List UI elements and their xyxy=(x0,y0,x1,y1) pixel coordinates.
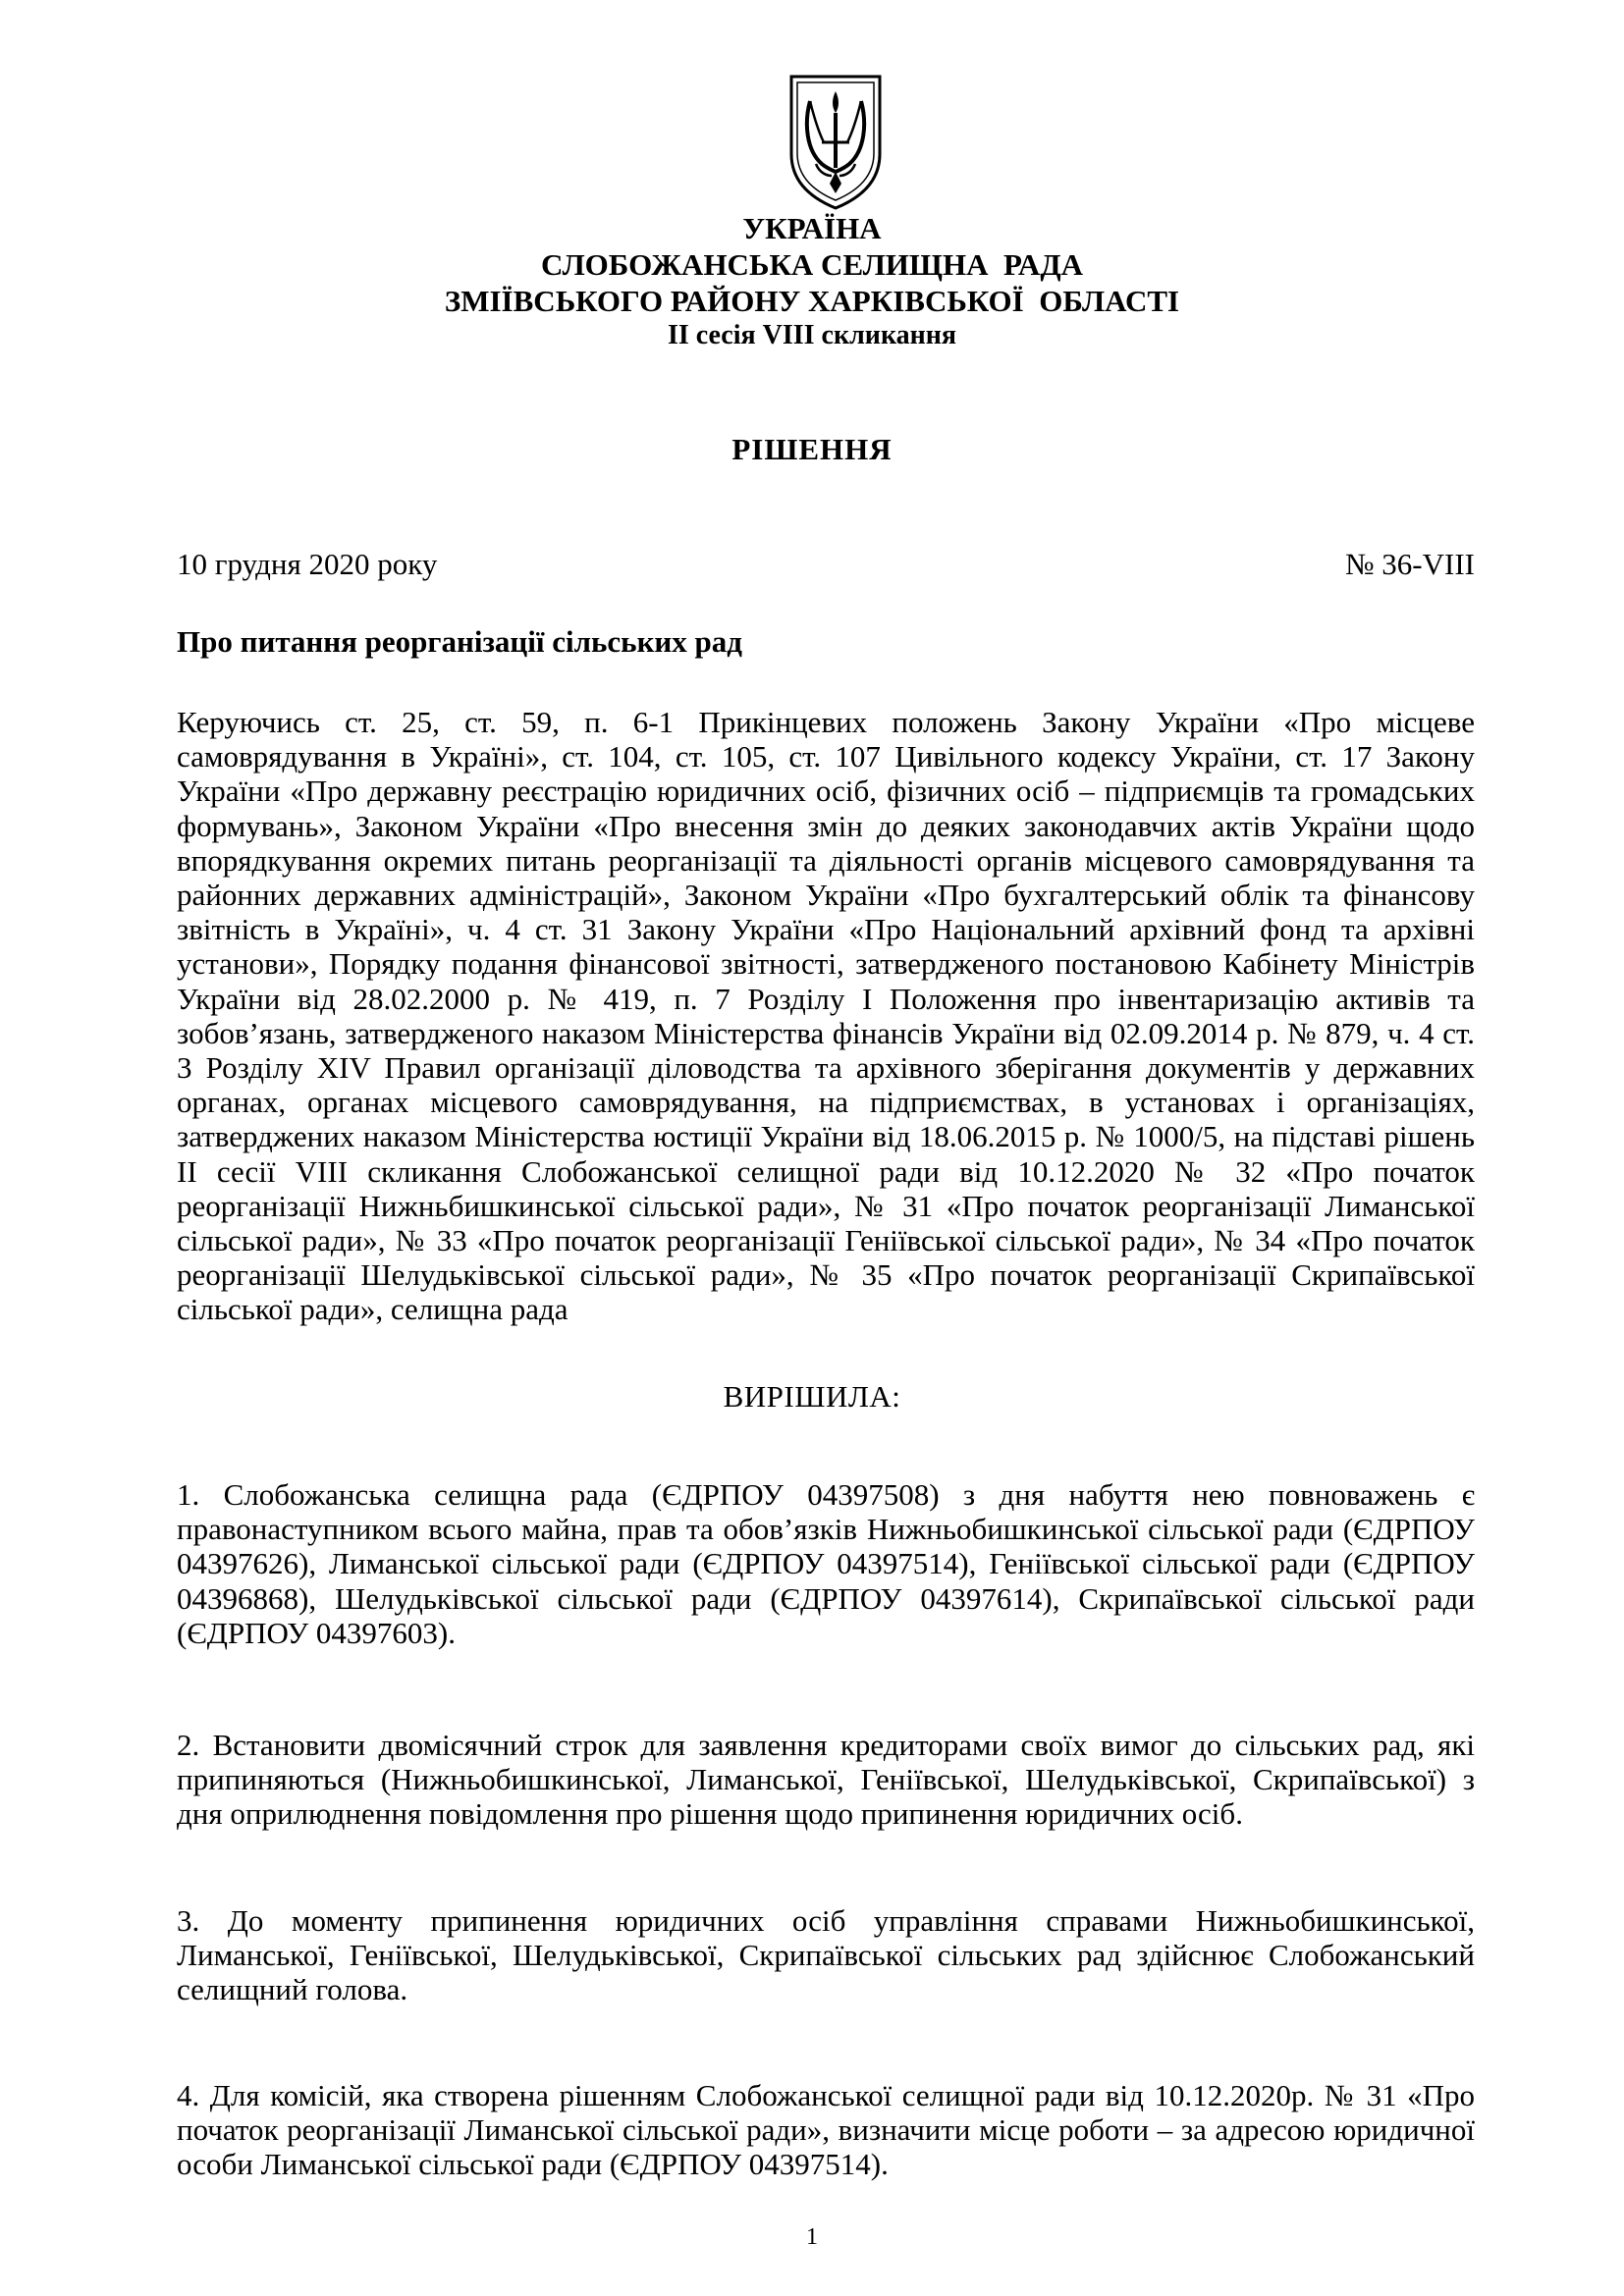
page-number: 1 xyxy=(806,2224,818,2250)
trident-coat-of-arms-icon xyxy=(788,74,883,211)
resolution-item-3: 3. До моменту припинення юридичних осіб управління справами Нижньобишкинської, Лиманської, Геніївської, Шелудьківської, Скрипаївської сільських рад здійснює Слобожанський селищний голова. xyxy=(177,1903,1475,2007)
resolution-item-2: 2. Встановити двомісячний строк для заявлення кредиторами своїх вимог до сільських рад, які припиняються (Нижньобишкинської, Лиманської, Геніївської, Шелудьківської, Скрипаївської) з дня оприлюднення повідомлення про рішення щодо припинення юридичних осіб. xyxy=(177,1728,1475,1832)
document-header xyxy=(0,210,1624,352)
preamble-paragraph: Керуючись ст. 25, ст. 59, п. 6-1 Прикінцевих положень Закону України «Про місцеве самоврядування в Україні», ст. 104, ст. 105, ст. 107 Цивільного кодексу України, ст. 17 Закону України «Про державну реєстрацію юридичних осіб, фізичних осіб – підприємців та громадських формувань», Законом України «Про внесення змін до деяких законодавчих актів України щодо впорядкування окремих питань реорганізації та діяльності органів місцевого самоврядування та районних державних адміністрацій», Законом України «Про бухгалтерський облік та фінансову звітність в Україні», ч. 4 ст. 31 Закону України «Про Національний архівний фонд та архівні установи», Порядку подання фінансової звітності, затвердженого постановою Кабінету Міністрів України від 28.02.2000 р. № 419, п. 7 Розділу I Положення про інвентаризацію активів та зобов’язань, затвердженого наказом Міністерства фінансів України від 02.09.2014 р. № 879, ч. 4 ст. 3 Розділу XIV Правил організації діловодства та архівного зберігання документів у державних органах, органах місцевого самоврядування, на підприємствах, в установах і організаціях, затверджених наказом Міністерства юстиції України від 18.06.2015 р. № 1000/5, на підставі рішень ІІ сесії VIII скликання Слобожанської селищної ради від 10.12.2020 № 32 «Про початок реорганізації Нижньбишкинської сільської ради», № 31 «Про початок реорганізації Лиманської сільської ради», № 33 «Про початок реорганізації Геніївської сільської ради», № 34 «Про початок реорганізації Шелудьківської сільської ради», № 35 «Про початок реорганізації Скрипаївської сільської ради», селищна рада xyxy=(177,705,1475,1327)
decision-date: 10 грудня 2020 року xyxy=(177,547,438,581)
resolution-item-1: 1. Слобожанська селищна рада (ЄДРПОУ 04397508) з дня набуття нею повноважень є правонаступником всього майна, прав та обов’язків Нижньобишкинської сільської ради (ЄДРПОУ 04397626), Лиманської сільської ради (ЄДРПОУ 04397514), Геніївської сільської ради (ЄДРПОУ 04396868), Шелудьківської сільської ради (ЄДРПОУ 04397614), Скрипаївської сільської ради (ЄДРПОУ 04397603). xyxy=(177,1477,1475,1650)
decision-number: № 36-VIII xyxy=(1344,547,1475,581)
resolved-heading: ВИРІШИЛА: xyxy=(723,1379,901,1414)
resolution-item-4: 4. Для комісій, яка створена рішенням Слобожанської селищної ради від 10.12.2020р. № 31 «Про початок реорганізації Лиманської сільської ради», визначити місце роботи – за адресою юридичної особи Лиманської сільської ради (ЄДРПОУ 04397514). xyxy=(177,2078,1475,2182)
region-name: ЗМІЇВСЬКОГО РАЙОНУ ХАРКІВСЬКОЇ ОБЛАСТІ xyxy=(444,284,1180,318)
council-name: СЛОБОЖАНСЬКА СЕЛИЩНА РАДА xyxy=(540,247,1084,282)
country-name: УКРАЇНА xyxy=(742,211,882,245)
date-number-row xyxy=(177,547,1475,582)
session-line: ІІ сесія VIII скликання xyxy=(667,320,957,350)
decision-subject: Про питання реорганізації сільських рад xyxy=(177,624,742,659)
document-type: РІШЕННЯ xyxy=(731,432,893,466)
